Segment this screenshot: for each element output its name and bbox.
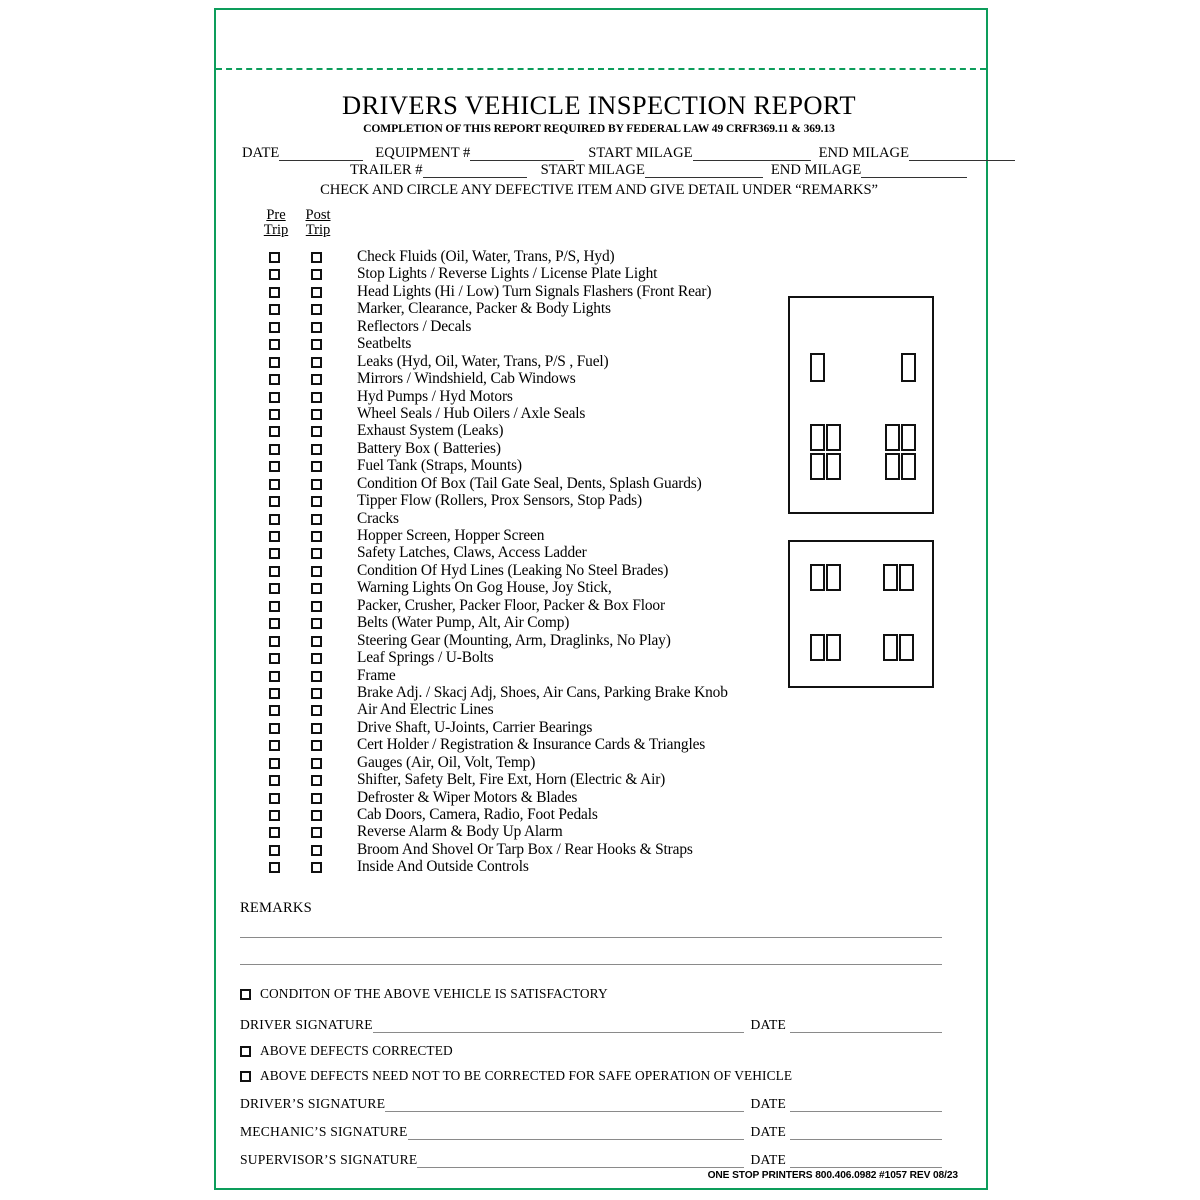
start-milage-label-1: START MILAGE [588, 145, 693, 162]
supervisors-signature-date-input-line[interactable] [790, 1156, 942, 1168]
equipment-number-input-line[interactable] [470, 148, 574, 161]
tire-shape [810, 634, 825, 661]
supervisors-signature-input-line[interactable] [417, 1156, 744, 1168]
post-trip-checkbox[interactable] [311, 392, 322, 403]
driver-signature-label: DRIVER SIGNATURE [240, 1017, 373, 1032]
pre-trip-checkbox[interactable] [269, 810, 280, 821]
tire-shape [810, 353, 825, 382]
checklist-item-label: Stop Lights / Reverse Lights / License Plate Light [357, 265, 658, 283]
checklist-item-label: Reflectors / Decals [357, 317, 472, 335]
pre-trip-checkbox[interactable] [269, 601, 280, 612]
post-trip-checkbox[interactable] [311, 531, 322, 542]
checklist-item-label: Mirrors / Windshield, Cab Windows [357, 370, 576, 388]
pre-trip-checkbox[interactable] [269, 479, 280, 490]
post-trip-checkbox[interactable] [311, 496, 322, 507]
driver-signature-date-input-line[interactable] [790, 1021, 942, 1033]
pre-trip-checkbox[interactable] [269, 636, 280, 647]
defective-item-instruction: CHECK AND CIRCLE ANY DEFECTIVE ITEM AND GIVE DETAIL UNDER “REMARKS” [320, 181, 878, 198]
tire-shape [826, 634, 841, 661]
checklist-item-label: Cab Doors, Camera, Radio, Foot Pedals [357, 806, 598, 823]
post-trip-checkbox[interactable] [311, 479, 322, 490]
post-trip-checkbox[interactable] [311, 444, 322, 455]
post-trip-checkbox[interactable] [311, 426, 322, 437]
tire-shape [826, 424, 841, 451]
remarks-input-line-1[interactable] [240, 937, 942, 938]
post-trip-checkbox[interactable] [311, 287, 322, 298]
pre-trip-checkbox[interactable] [269, 740, 280, 751]
start-milage-input-line-1[interactable] [693, 148, 811, 161]
checklist-item-label: Inside And Outside Controls [357, 858, 529, 876]
post-trip-checkbox[interactable] [311, 357, 322, 368]
mechanics-signature-row [240, 1124, 942, 1140]
post-trip-checkbox[interactable] [311, 374, 322, 385]
date-input-line[interactable] [279, 148, 363, 161]
pre-trip-checkbox[interactable] [269, 845, 280, 856]
pre-trip-checkbox[interactable] [269, 514, 280, 525]
defects-not-need-correction-label: ABOVE DEFECTS NEED NOT TO BE CORRECTED FOR SAFE OPERATION OF VEHICLE [260, 1068, 793, 1083]
post-trip-checkbox[interactable] [311, 583, 322, 594]
form-sheet [236, 92, 962, 1182]
pre-trip-checkbox[interactable] [269, 705, 280, 716]
truck-axle-diagram[interactable] [788, 296, 934, 514]
checklist-item-label: Drive Shaft, U-Joints, Carrier Bearings [357, 718, 593, 736]
pre-trip-checkbox[interactable] [269, 322, 280, 333]
post-trip-checkbox[interactable] [311, 740, 322, 751]
post-trip-column-heading: Post Trip [305, 207, 331, 238]
checklist-item-label: Brake Adj. / Skacj Adj, Shoes, Air Cans, Parking Brake Knob [357, 683, 728, 701]
tire-shape [810, 424, 825, 451]
post-trip-checkbox[interactable] [311, 793, 322, 804]
post-trip-checkbox[interactable] [311, 688, 322, 699]
mechanics-signature-date-input-line[interactable] [790, 1128, 942, 1140]
checklist-item-label: Check Fluids (Oil, Water, Trans, P/S, Hyd) [357, 248, 615, 265]
perforation-dashed-line [216, 68, 986, 70]
post-trip-checkbox[interactable] [311, 514, 322, 525]
post-trip-checkbox[interactable] [311, 810, 322, 821]
pre-trip-checkbox[interactable] [269, 339, 280, 350]
post-trip-checkbox[interactable] [311, 322, 322, 333]
mechanics-signature-date-label: DATE [750, 1124, 786, 1139]
condition-satisfactory-checkbox[interactable] [240, 989, 251, 1000]
tire-shape [901, 453, 916, 480]
pre-trip-checkbox[interactable] [269, 688, 280, 699]
equipment-number-label: EQUIPMENT # [375, 145, 471, 162]
checklist-item-label: Seatbelts [357, 335, 412, 353]
post-trip-checkbox[interactable] [311, 845, 322, 856]
pre-trip-checkbox[interactable] [269, 566, 280, 577]
pre-trip-checkbox[interactable] [269, 426, 280, 437]
pre-trip-checkbox[interactable] [269, 793, 280, 804]
pre-trip-column-heading: Pre Trip [263, 207, 289, 238]
drivers-signature-row [240, 1096, 942, 1112]
pre-trip-checkbox[interactable] [269, 723, 280, 734]
pre-trip-checkbox[interactable] [269, 374, 280, 385]
post-trip-checkbox[interactable] [311, 653, 322, 664]
drivers-signature-input-line[interactable] [385, 1100, 744, 1112]
post-trip-checkbox[interactable] [311, 566, 322, 577]
pre-trip-checkbox[interactable] [269, 357, 280, 368]
checklist-item-label: Cert Holder / Registration & Insurance Cards & Triangles [357, 736, 706, 754]
mechanics-signature-input-line[interactable] [408, 1128, 745, 1140]
checklist-item-label: Leaks (Hyd, Oil, Water, Trans, P/S , Fuel) [357, 352, 609, 370]
checklist-item-label: Condition Of Hyd Lines (Leaking No Steel Brades) [357, 561, 669, 579]
pre-trip-checkbox[interactable] [269, 304, 280, 315]
remarks-label: REMARKS [240, 900, 312, 916]
drivers-signature-label: DRIVER’S SIGNATURE [240, 1096, 386, 1111]
trailer-number-input-line[interactable] [423, 165, 527, 178]
checklist-item-label: Hyd Pumps / Hyd Motors [357, 387, 513, 405]
checklist-item-label: Gauges (Air, Oil, Volt, Temp) [357, 753, 536, 771]
supervisors-signature-row [240, 1152, 942, 1168]
tire-shape [899, 564, 914, 591]
checklist-item-label: Reverse Alarm & Body Up Alarm [357, 823, 563, 841]
driver-signature-date-label: DATE [750, 1017, 786, 1032]
tire-shape [810, 564, 825, 591]
checklist-item-label: Defroster & Wiper Motors & Blades [357, 788, 578, 806]
post-trip-checkbox[interactable] [311, 705, 322, 716]
pre-trip-checkbox[interactable] [269, 548, 280, 559]
form-subtitle: COMPLETION OF THIS REPORT REQUIRED BY FEDERAL LAW 49 CRFR369.11 & 369.13 [363, 121, 835, 135]
post-trip-checkbox[interactable] [311, 339, 322, 350]
post-trip-checkbox[interactable] [311, 775, 322, 786]
defects-corrected-checkbox[interactable] [240, 1046, 251, 1057]
pre-trip-checkbox[interactable] [269, 758, 280, 769]
pre-trip-checkbox[interactable] [269, 618, 280, 629]
form-title: DRIVERS VEHICLE INSPECTION REPORT [342, 90, 856, 120]
tire-shape [899, 634, 914, 661]
tire-shape [826, 453, 841, 480]
checklist-item-label: Marker, Clearance, Packer & Body Lights [357, 300, 611, 318]
post-trip-checkbox[interactable] [311, 758, 322, 769]
defects-corrected-label: ABOVE DEFECTS CORRECTED [260, 1043, 453, 1058]
defects-corrected-row[interactable] [240, 1043, 453, 1059]
tire-shape [810, 453, 825, 480]
drivers-signature-date-label: DATE [750, 1096, 786, 1111]
checklist-item-label: Tipper Flow (Rollers, Prox Sensors, Stop Pads) [357, 492, 642, 510]
checklist-item-label: Frame [357, 666, 396, 684]
post-trip-checkbox[interactable] [311, 252, 322, 263]
trailer-number-label: TRAILER # [350, 162, 423, 179]
tire-shape [885, 424, 900, 451]
post-trip-checkbox[interactable] [311, 671, 322, 682]
drivers-signature-date-input-line[interactable] [790, 1100, 942, 1112]
checklist-item-label: Condition Of Box (Tail Gate Seal, Dents, Splash Guards) [357, 474, 702, 492]
pre-trip-checkbox[interactable] [269, 583, 280, 594]
supervisors-signature-date-label: DATE [750, 1152, 786, 1167]
pre-trip-checkbox[interactable] [269, 671, 280, 682]
checklist-item-label: Wheel Seals / Hub Oilers / Axle Seals [357, 404, 586, 422]
checklist-row [254, 860, 954, 877]
checklist-item-label: Belts (Water Pump, Alt, Air Comp) [357, 614, 570, 632]
date-label: DATE [242, 145, 280, 162]
tire-shape [885, 453, 900, 480]
tire-shape [901, 424, 916, 451]
pre-trip-checkbox[interactable] [269, 531, 280, 542]
checklist-item-label: Warning Lights On Gog House, Joy Stick, [357, 579, 612, 597]
checklist-row [254, 773, 954, 790]
post-trip-checkbox[interactable] [311, 548, 322, 559]
condition-satisfactory-row[interactable] [240, 986, 608, 1002]
header-row-trailer [236, 161, 962, 178]
checklist-item-label: Packer, Crusher, Packer Floor, Packer & Box Floor [357, 596, 665, 614]
checklist-item-label: Head Lights (Hi / Low) Turn Signals Flashers (Front Rear) [357, 282, 712, 300]
checklist-item-label: Hopper Screen, Hopper Screen [357, 527, 545, 544]
mechanics-signature-label: MECHANIC’S SIGNATURE [240, 1124, 408, 1139]
tire-shape [901, 353, 916, 382]
pre-trip-checkbox[interactable] [269, 461, 280, 472]
start-milage-label-2: START MILAGE [540, 162, 645, 179]
checklist-item-label: Cracks [357, 509, 399, 527]
tire-shape [883, 634, 898, 661]
checklist-item-label: Exhaust System (Leaks) [357, 422, 504, 440]
pre-trip-checkbox[interactable] [269, 409, 280, 420]
pre-trip-checkbox[interactable] [269, 653, 280, 664]
condition-satisfactory-label: CONDITON OF THE ABOVE VEHICLE IS SATISFACTORY [260, 986, 608, 1001]
checklist-item-label: Air And Electric Lines [357, 701, 494, 719]
tire-shape [826, 564, 841, 591]
checklist-item-label: Fuel Tank (Straps, Mounts) [357, 457, 522, 475]
checklist-item-label: Broom And Shovel Or Tarp Box / Rear Hooks & Straps [357, 840, 693, 858]
tire-shape [883, 564, 898, 591]
post-trip-checkbox[interactable] [311, 723, 322, 734]
driver-signature-row [240, 1017, 942, 1033]
post-trip-checkbox[interactable] [311, 304, 322, 315]
pre-trip-checkbox[interactable] [269, 775, 280, 786]
header-fields [236, 144, 962, 178]
remarks-input-line-2[interactable] [240, 964, 942, 965]
post-trip-checkbox[interactable] [311, 862, 322, 873]
pre-trip-checkbox[interactable] [269, 252, 280, 263]
pre-trip-checkbox[interactable] [269, 827, 280, 838]
checklist-item-label: Steering Gear (Mounting, Arm, Draglinks, No Play) [357, 631, 671, 649]
checklist-item-label: Battery Box ( Batteries) [357, 439, 501, 457]
end-milage-label-1: END MILAGE [818, 145, 909, 162]
pre-trip-checkbox[interactable] [269, 287, 280, 298]
checklist-item-label: Leaf Springs / U-Bolts [357, 649, 494, 667]
defects-not-need-correction-row[interactable] [240, 1068, 792, 1084]
end-milage-label-2: END MILAGE [770, 162, 862, 179]
post-trip-checkbox[interactable] [311, 461, 322, 472]
post-trip-checkbox[interactable] [311, 269, 322, 280]
pre-trip-checkbox[interactable] [269, 444, 280, 455]
printer-credit: ONE STOP PRINTERS 800.406.0982 #1057 REV 08/23 [707, 1170, 958, 1181]
supervisors-signature-label: SUPERVISOR’S SIGNATURE [240, 1152, 418, 1167]
end-milage-input-line-2[interactable] [861, 165, 967, 178]
pre-trip-checkbox[interactable] [269, 496, 280, 507]
header-row-equipment [236, 144, 962, 161]
post-trip-checkbox[interactable] [311, 601, 322, 612]
post-trip-checkbox[interactable] [311, 827, 322, 838]
end-milage-input-line-1[interactable] [909, 148, 1015, 161]
checklist-item-label: Safety Latches, Claws, Access Ladder [357, 544, 587, 562]
pre-trip-checkbox[interactable] [269, 392, 280, 403]
start-milage-input-line-2[interactable] [645, 165, 763, 178]
post-trip-checkbox[interactable] [311, 636, 322, 647]
driver-signature-input-line[interactable] [373, 1021, 745, 1033]
post-trip-checkbox[interactable] [311, 618, 322, 629]
checklist-item-label: Shifter, Safety Belt, Fire Ext, Horn (Electric & Air) [357, 771, 666, 789]
post-trip-checkbox[interactable] [311, 409, 322, 420]
pre-trip-checkbox[interactable] [269, 862, 280, 873]
defects-not-need-correction-checkbox[interactable] [240, 1071, 251, 1082]
trailer-axle-diagram[interactable] [788, 540, 934, 688]
pre-trip-checkbox[interactable] [269, 269, 280, 280]
